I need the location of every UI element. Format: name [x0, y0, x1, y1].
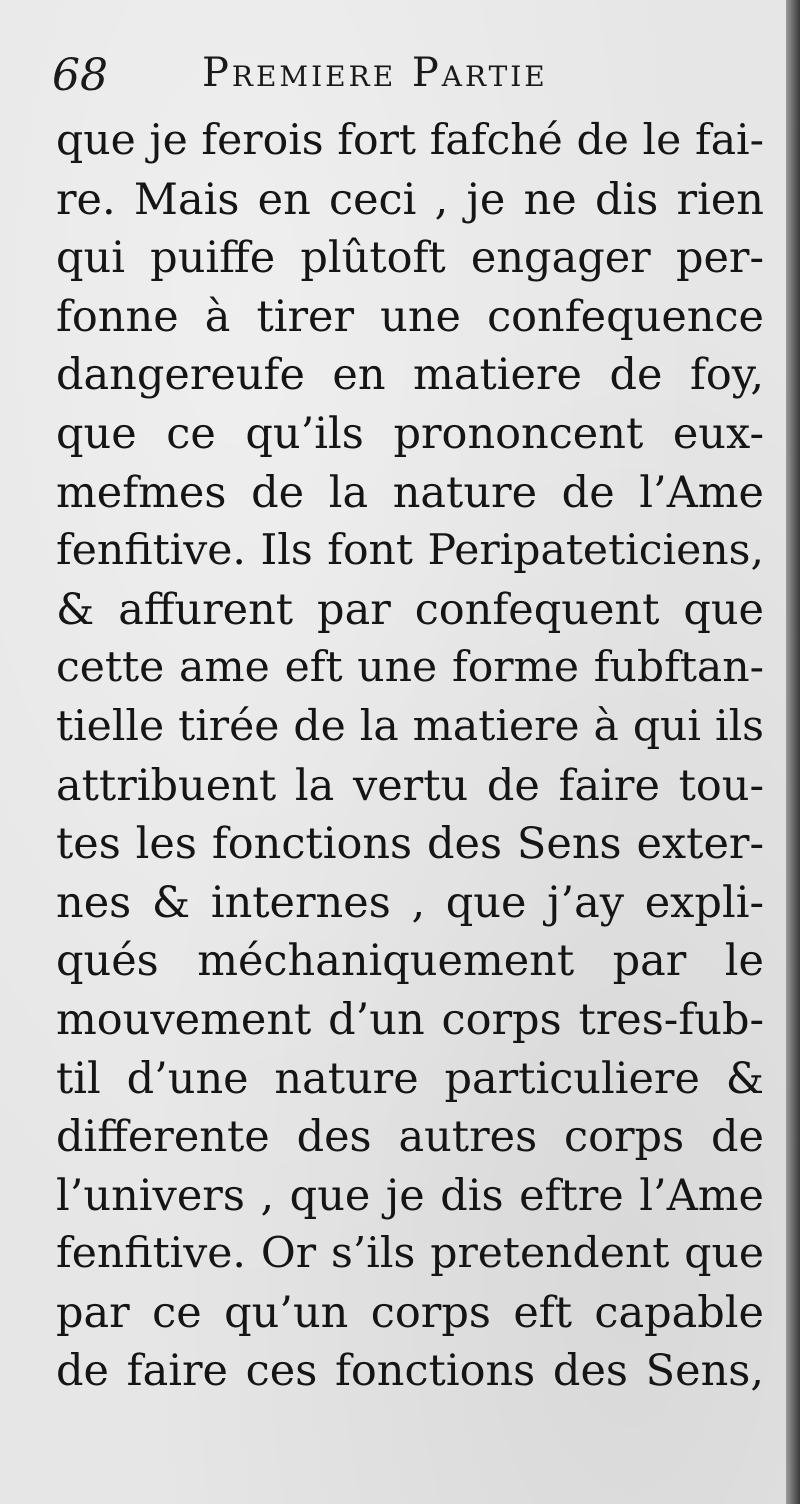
text-line: qués méchaniquement par le [56, 936, 764, 987]
text-line: re. Mais en ceci , je ne dis rien [56, 174, 764, 225]
page-edge-shadow [786, 0, 800, 1504]
text-line: attribuent la vertu de faire tou- [56, 760, 764, 811]
page-number: 68 [52, 50, 108, 101]
text-line: l’univers , que je dis eftre l’Ame [56, 1170, 764, 1221]
text-line: que ce qu’ils prononcent eux- [56, 408, 764, 459]
text-line: par ce qu’un corps eft capable [56, 1287, 764, 1338]
text-line: cette ame eft une forme fubftan- [56, 643, 764, 693]
text-line: tes les fonctions des Sens exter- [56, 819, 764, 870]
text-line: tielle tirée de la matiere à qui ils [56, 701, 764, 751]
text-line: & affurent par confequent que [56, 584, 764, 635]
text-line: de faire ces fonctions des Sens, [56, 1346, 764, 1397]
text-line: til d’une nature particuliere & [56, 1053, 764, 1104]
text-line: differente des autres corps de [56, 1112, 764, 1163]
text-line: fenfitive. Ils font Peripateticiens, [56, 526, 764, 576]
text-line: mefmes de la nature de l’Ame [56, 467, 764, 518]
text-line: fenfitive. Or s’ils pretendent que [56, 1229, 764, 1279]
text-line: que je ferois fort fafché de le fai- [56, 116, 764, 165]
body-text [56, 112, 764, 1401]
text-line: mouvement d’un corps tres-fub- [56, 994, 764, 1045]
text-line: qui puiffe plûtoft engager per- [56, 233, 764, 284]
running-head: Premiere Partie [202, 50, 548, 96]
text-line: nes & internes , que j’ay expli- [56, 877, 764, 928]
text-line: dangereufe en matiere de foy, [56, 350, 764, 401]
page-header [52, 50, 772, 110]
text-line: fonne à tirer une confequence [56, 291, 764, 342]
